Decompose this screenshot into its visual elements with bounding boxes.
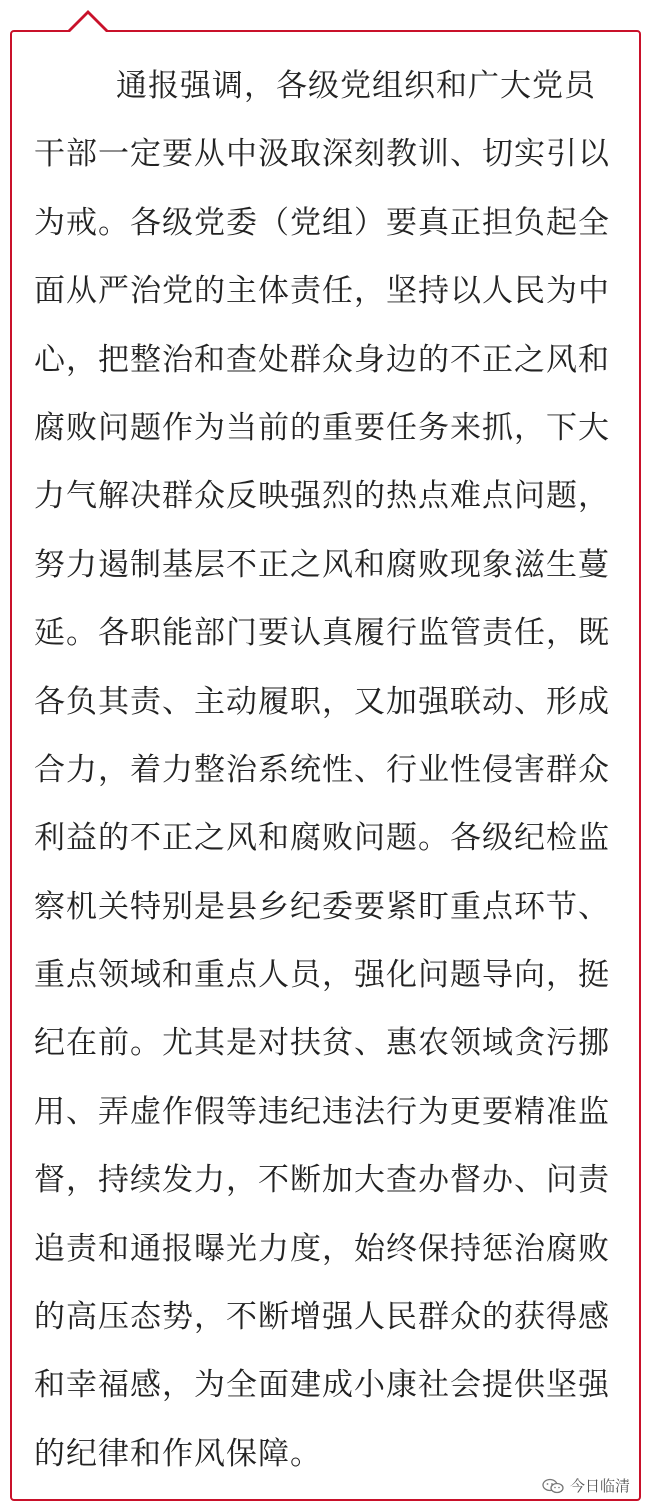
paragraph-line: 心，把整治和查处群众身边的不正之风和 (34, 341, 610, 378)
frame-notch-inner (70, 14, 106, 32)
paragraph-line: 延。各职能部门要认真履行监管责任，既 (34, 615, 610, 652)
paragraph-line: 利益的不正之风和腐败问题。各级纪检监 (34, 820, 610, 857)
paragraph-line: 的高压态势，不断增强人民群众的获得感 (34, 1299, 610, 1336)
wechat-icon (542, 1478, 564, 1494)
paragraph-line: 面从严治党的主体责任，坚持以人民为中 (34, 273, 610, 310)
paragraph-line: 用、弄虚作假等违纪违法行为更要精准监 (34, 1093, 610, 1130)
paragraph-line: 的纪律和作风保障。 (34, 1435, 322, 1472)
paragraph-line: 努力遏制基层不正之风和腐败现象滋生蔓 (34, 546, 610, 583)
paragraph-line: 追责和通报曝光力度，始终保持惩治腐败 (34, 1230, 610, 1267)
paragraph-line: 各负其责、主动履职，又加强联动、形成 (34, 683, 610, 720)
paragraph-line: 察机关特别是县乡纪委要紧盯重点环节、 (34, 888, 610, 925)
paragraph-line: 合力，着力整治系统性、行业性侵害群众 (34, 751, 610, 788)
paragraph-line: 干部一定要从中汲取深刻教训、切实引以 (34, 136, 610, 173)
paragraph-line: 力气解决群众反映强烈的热点难点问题， (34, 478, 610, 515)
paragraph-line: 督，持续发力，不断加大查办督办、问责 (34, 1162, 610, 1199)
paragraph-line: 和幸福感，为全面建成小康社会提供坚强 (34, 1367, 610, 1404)
watermark-text: 今日临清 (569, 1477, 630, 1495)
article-body (34, 58, 634, 1494)
paragraph-line: 重点领域和重点人员，强化问题导向，挺 (34, 957, 610, 994)
paragraph-line: 通报强调，各级党组织和广大党员 (116, 68, 596, 104)
watermark (542, 1475, 630, 1496)
paragraph-line: 纪在前。尤其是对扶贫、惠农领域贪污挪 (34, 1025, 610, 1062)
paragraph-line: 为戒。各级党委（党组）要真正担负起全 (34, 204, 610, 241)
paragraph-line: 腐败问题作为当前的重要任务来抓，下大 (34, 409, 610, 446)
